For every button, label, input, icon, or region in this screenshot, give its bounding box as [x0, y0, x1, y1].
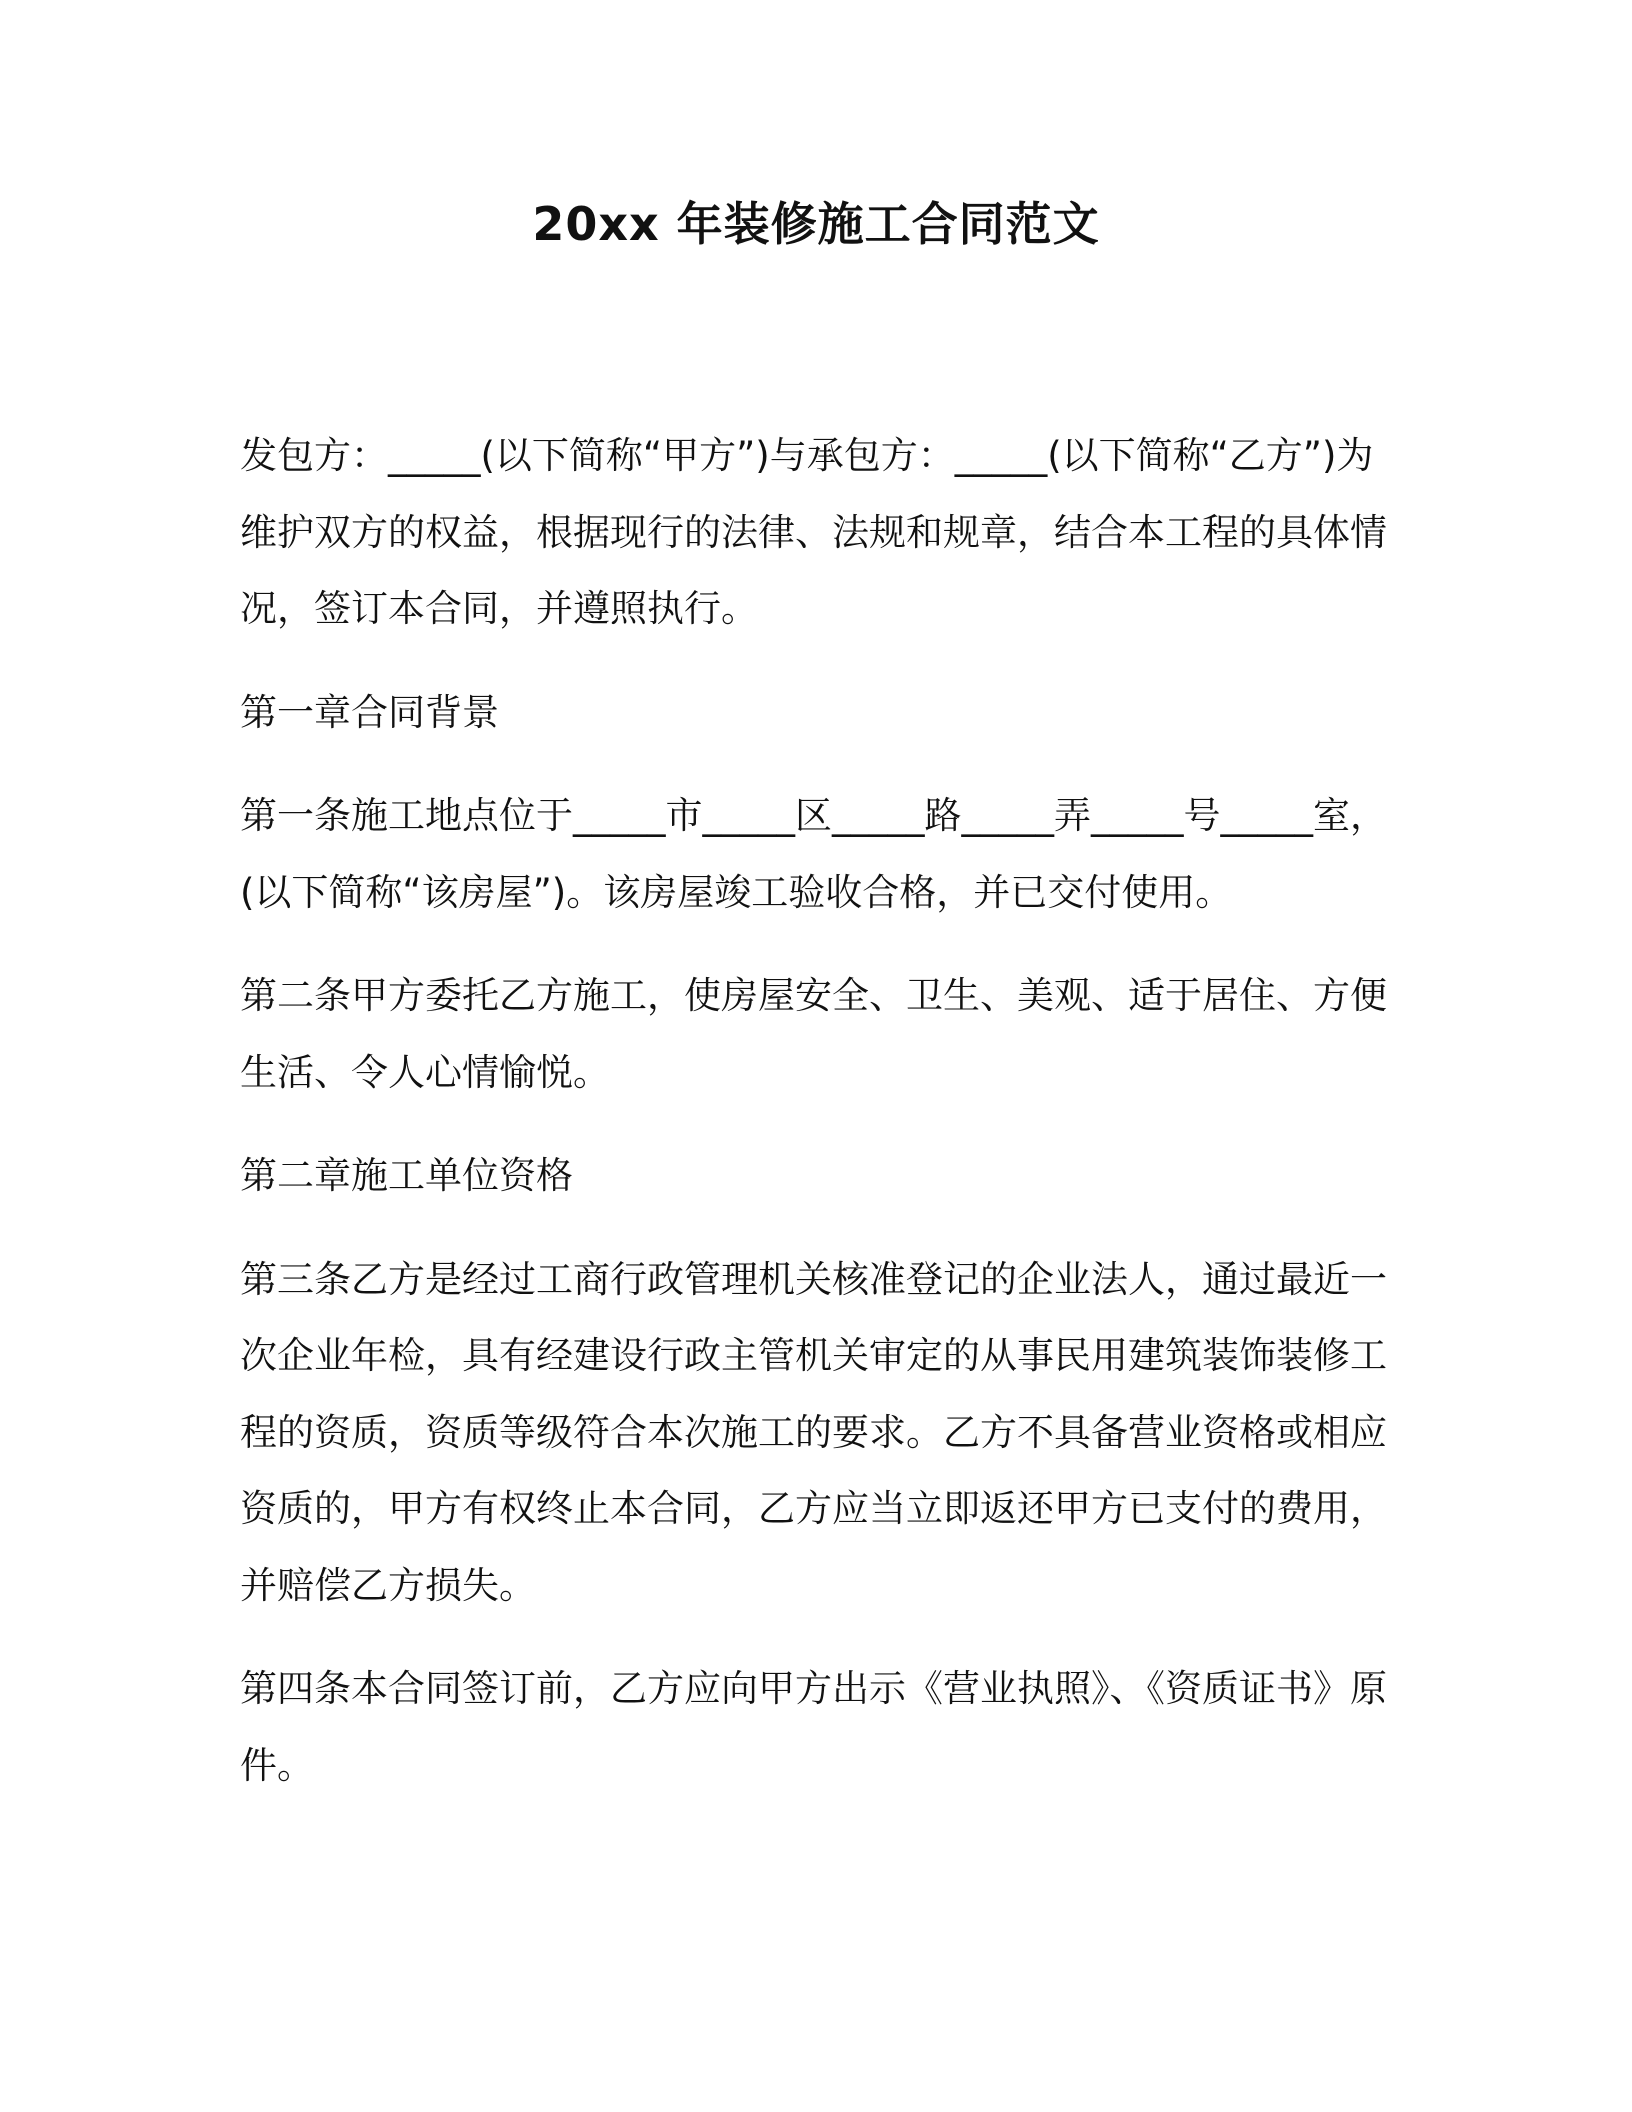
preamble-paragraph: 发包方：_____(以下简称“甲方”)与承包方：_____(以下简称“乙方”)为维护双方的权益，根据现行的法律、法规和规章，结合本工程的具体情况，签订本合同，并遵照执行。 [240, 434, 1387, 630]
article-1-paragraph: 第一条施工地点位于_____市_____区_____路_____弄_____号_____室，(以下简称“该房屋”)。该房屋竣工验收合格，并已交付使用。 [240, 794, 1387, 914]
document-body [240, 418, 1390, 1804]
chapter-1-heading: 第一章合同背景 [240, 690, 499, 734]
article-4-paragraph: 第四条本合同签订前，乙方应向甲方出示《营业执照》、《资质证书》原件。 [240, 1667, 1387, 1787]
document-title: 20xx 年装修施工合同范文 [532, 197, 1100, 251]
chapter-2-heading: 第二章施工单位资格 [240, 1154, 573, 1197]
article-3-paragraph: 第三条乙方是经过工商行政管理机关核准登记的企业法人，通过最近一次企业年检，具有经建设行政主管机关审定的从事民用建筑装饰装修工程的资质，资质等级符合本次施工的要求。乙方不具备营业资格或相应资质的，甲方有权终止本合同，乙方应当立即返还甲方已支付的费用，并赔偿乙方损失。 [240, 1257, 1387, 1607]
article-2-paragraph: 第二条甲方委托乙方施工，使房屋安全、卫生、美观、适于居住、方便生活、令人心情愉悦。 [240, 974, 1387, 1094]
